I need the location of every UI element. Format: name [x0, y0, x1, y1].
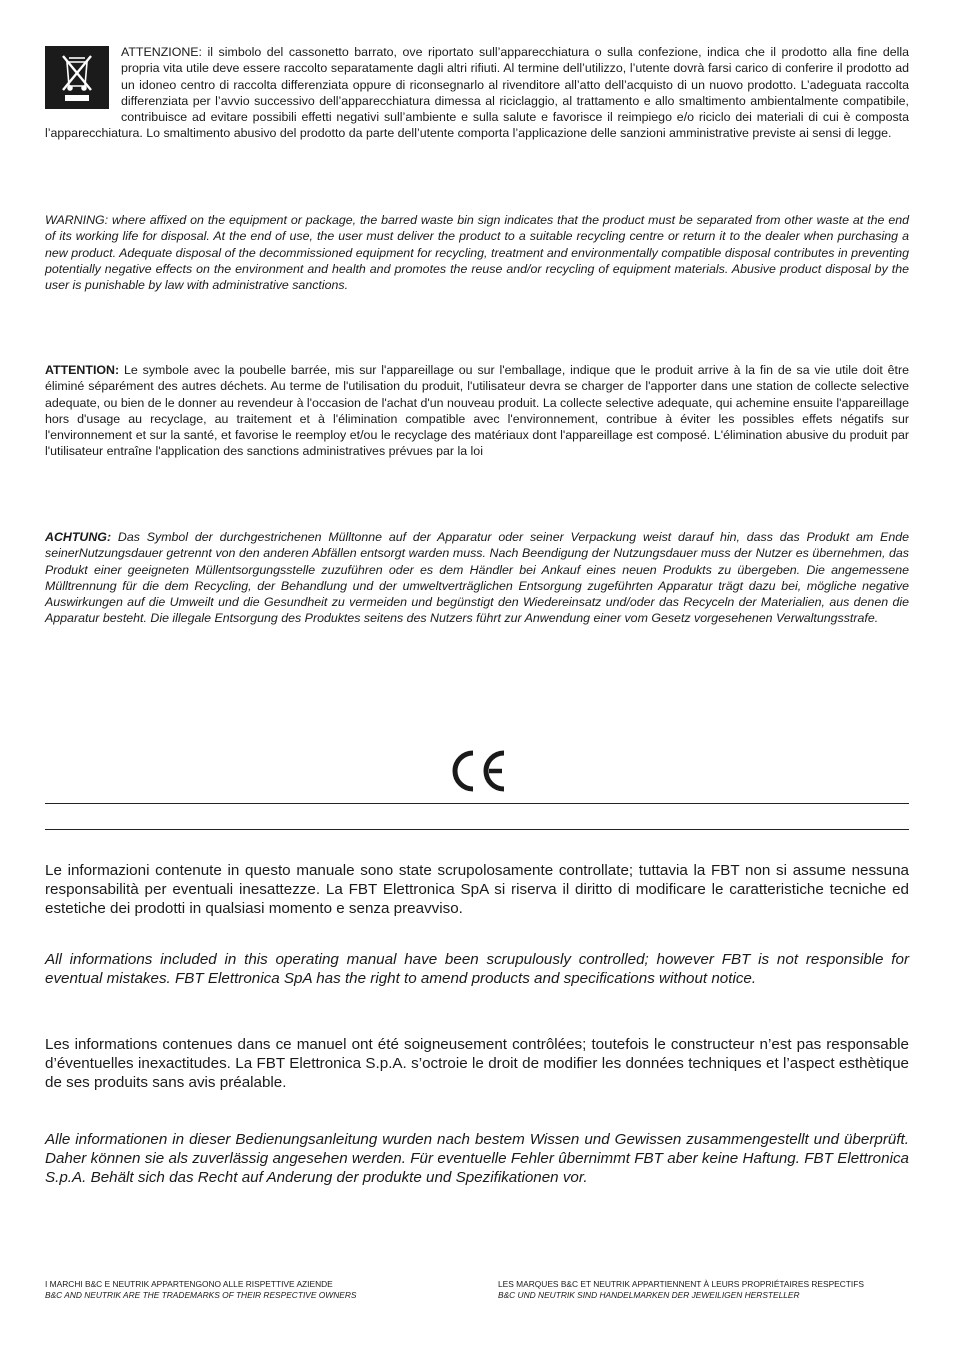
divider-top [45, 803, 909, 804]
weee-notice-english: WARNING: where affixed on the equipment or package, the barred waste bin sign indicates that the product must be separated from other waste at the end of its working life for disposal. At the end of use, the user must deliver the product to a suitable recycling centre or return it to the dealer when purchasing a new product. Adequate disposal of the decommissioned equipment for recycling, treatment and environmentally compatible disposal contributes in preventing potentially negative effects on the environment and health and promotes the reuse and/or recycling of equipment materials. Abusive product disposal by the user is punishable by law with administrative sanctions. [45, 213, 909, 293]
weee-notice-german-label: ACHTUNG: [45, 530, 112, 544]
divider-bottom [45, 829, 909, 830]
weee-notice-german-text: Das Symbol der durchgestrichenen Mülltonne auf der Apparatur oder seiner Verpackung weist darauf hin, dass das Produkt am Ende seinerNutzungsdauer getrennt von den anderen Abfällen entsorgt warden muss. Nach Beendigung der Nutzungsdauer muss der Nutzer es übernehmen, das Produkt einer geeigneten Müllentsorgungsstelle zuzuführen oder es dem Händler bei Ankauf eines neuen Produkts zu übergeben. Die angemessene Mülltrennung für die dem Recycling, der Behandlung und der umweltverträglichen Entsorgung zugeführten Apparatur trägt dazu bei, mögliche negative Auswirkungen auf die Umweilt und die Gesundheit zu vermeiden und begünstigt den Wiedereinsatz und/oder das Recyceln der Materialien, aus denen die Apparatur besteht. Die illegale Entsorgung des Produktes seitens des Nutzers führt zur Anwendung einer vom Gesetz vorgesehenen Verwaltungsstrafe. [45, 530, 909, 626]
disclaimer-french: Les informations contenues dans ce manuel ont été soigneusement contrôlées; toutefois le constructeur n’est pas responsable d’éventuelles inexactitudes. La FBT Elettronica S.p.A. s’octroie le droit de modifier les données techniques et l’aspect esthètique de ses produits sans avis préalable. [45, 1036, 909, 1091]
footer-trademarks-italian: I MARCHI B&C E NEUTRIK APPARTENGONO ALLE RISPETTIVE AZIENDE [45, 1279, 333, 1289]
footer-trademarks-english: B&C AND NEUTRIK ARE THE TRADEMARKS OF THEIR RESPECTIVE OWNERS [45, 1290, 357, 1300]
weee-notice-french [45, 362, 909, 460]
footer-trademarks-right [498, 1279, 864, 1301]
disclaimer-german: Alle informationen in dieser Bedienungsanleitung wurden nach bestem Wissen und Gewissen zusammengestellt und überprüft. Daher können sie als zuverlässig angesehen werden. Für eventuelle Fehler ûbernimmt FBT aber keine Haftung. FBT Elettronica S.p.A. Behält sich das Recht auf Anderung der produkte und Spezifikationen vor. [45, 1131, 909, 1186]
disclaimer-italian: Le informazioni contenute in questo manuale sono state scrupolosamente controllate; tuttavia la FBT non si assume nessuna responsabilità per eventuali inesattezze. La FBT Elettronica SpA si riserva il diritto di modificare le caratteristiche tecniche ed estetiche dei prodotti in qualsiasi momento e senza preavviso. [45, 862, 909, 917]
weee-notice-french-label: ATTENTION: [45, 363, 120, 377]
disclaimer-english: All informations included in this operating manual have been scrupulously controlled; however FBT is not responsible for eventual mistakes. FBT Elettronica SpA has the right to amend products and specifications without notice. [45, 951, 909, 987]
ce-mark-logo [446, 748, 508, 794]
footer-trademarks-french: LES MARQUES B&C ET NEUTRIK APPARTIENNENT À LEURS PROPRIÉTAIRES RESPECTIFS [498, 1279, 864, 1289]
footer-trademarks-german: B&C UND NEUTRIK SIND HANDELMARKEN DER JEWEILIGEN HERSTELLER [498, 1290, 800, 1300]
weee-notice-german [45, 529, 909, 627]
icon-spacer [45, 44, 121, 124]
weee-notice-italian [45, 44, 909, 142]
weee-notice-italian-text: ATTENZIONE: il simbolo del cassonetto barrato, ove riportato sull’apparecchiatura o sulla confezione, indica che il prodotto alla fine della propria vita utile deve essere raccolto separatamente dagli altri rifiuti. Al termine dell’utilizzo, l’utente dovrà farsi carico di conferire il prodotto ad un idoneo centro di raccolta differenziata oppure di riconsegnarlo al rivenditore all’atto dell’acquisto di un nuovo prodotto. L’adeguata raccolta differenziata per l’avvio successivo dell’apparecchiatura dimessa al riciclaggio, al trattamento e allo smaltimento ambientalmente compatibile, contribuisce ad evitare possibili effetti negativi sull’ambiente e sulla salute e favorisce il reimpiego e/o riciclo dei materiali di cui è composta l’apparecchiatura. Lo smaltimento abusivo del prodotto da parte dell’utente comporta l’applicazione delle sanzioni amministrative previste ai sensi di legge. [45, 45, 909, 141]
footer-trademarks-left [45, 1279, 356, 1301]
weee-notice-french-text: Le symbole avec la poubelle barrée, mis sur l'appareillage ou sur l'emballage, indique que le produit arrive à la fin de sa vie utile doit être éliminé séparément des autres déchets. Au terme de l'utilisation du produit, l'utilisateur devra se charger de l'apporter dans une station de collecte selective adequate, ou bien de le donner au revendeur à l'occasion de l'achat d'un nouveau produit. La collecte selective adequate, qui achemine ensuite l'appareillage hors d'usage au recyclage, au traitement et à l'élimination compatible avec l'environnement, contribue à éviter les possibles effets négatifs sur l'environnement et sur la santé, et favorise le reemploy et/ou le recyclage des matériaux dont l'appareillage est composé. L'élimination abusive du produit par l'utilisateur entraîne l'application des sanctions administratives prévues par la loi [45, 363, 909, 459]
